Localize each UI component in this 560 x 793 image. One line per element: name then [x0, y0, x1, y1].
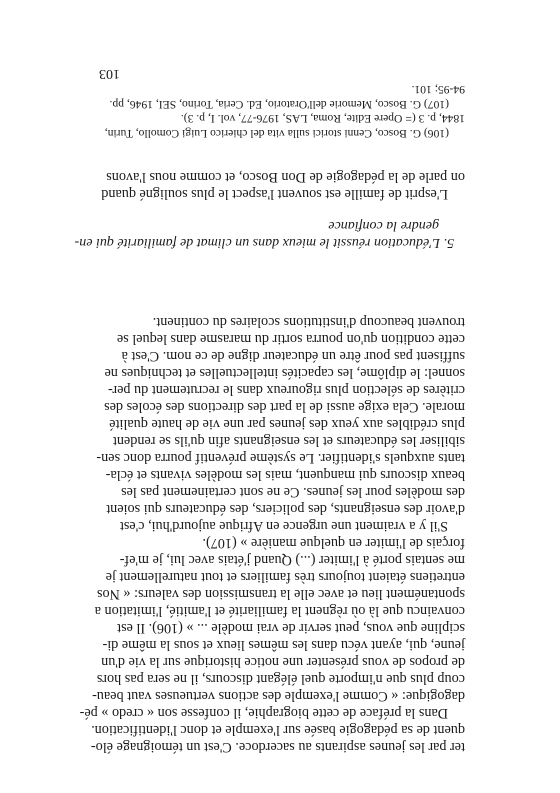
text-line: de propos de vous présenter une notice historique sur la vie d'un: [101, 654, 465, 670]
text-line: convaincu que là où règnent la familiarité et l'amitié, l'imitation a: [94, 603, 465, 619]
text-line: trouvent beaucoup d'institutions scolaires du continent.: [152, 314, 465, 330]
page-number: 103: [99, 66, 120, 81]
text-line: sibiliser les éducateurs et les enseignants afin qu'ils se rendent: [112, 433, 465, 449]
text-line: ter par les jeunes aspirants au sacerdoce. C'est un témoignage élo-: [90, 739, 465, 755]
text-line: suffisent pas pour être un éducateur digne de ce nom. C'est à: [121, 348, 465, 364]
text-line: critères de sélection plus rigoureux dans le recrutement du per-: [107, 382, 465, 398]
text-line: scipline que vous, peut servir de vrai modèle ... » (106). Il est: [117, 620, 465, 636]
section-heading: [75, 217, 454, 251]
text-line: d'avoir des enseignants, des policiers, des éducateurs qui soient: [106, 501, 465, 517]
text-line: tants auxquels s'identifier. Le système préventif pourra donc sen-: [96, 450, 465, 466]
text-line: jeune, qui, ayant vécu dans les mêmes lieux et sous la même di-: [102, 637, 465, 653]
text-line: plus crédibles aux yeux des jeunes par une vie de haute qualité: [109, 416, 465, 432]
text-line: spontanément lieu et avec elle la transmission des valeurs: « Nos: [97, 586, 465, 602]
body-text-top: [80, 313, 465, 755]
text-line: entretiens étaient toujours très familiers et tout naturellement je: [105, 569, 465, 585]
footnotes: [105, 82, 465, 140]
text-line: L'esprit de famille est souvent l'aspect le plus souligné quand: [101, 186, 448, 202]
footnote-line: (106) G. Bosco, Cenni storici sulla vita del chierico Luigi Comollo, Turin,: [104, 127, 449, 140]
text-line: Dans la préface de cette biographie, il confesse son « credo » pé-: [79, 705, 448, 721]
text-line: quent de sa pédagogie basée sur l'exemple et donc l'identification.: [91, 722, 465, 738]
heading-line: gendre la confiance: [328, 218, 439, 233]
text-line: sonnel: le diplôme, les capacités intellectuelles et techniques ne: [104, 365, 465, 381]
footnote-line: 94-95; 101.: [411, 83, 465, 97]
text-line: forçais de l'imiter en quelque manière » (107).: [202, 535, 465, 551]
text-line: morale. Cela exige aussi de la part des directions des écoles des: [104, 399, 465, 415]
footnote-line: 1844, p. 3 (= Opere Edite, Roma, LAS, 1976-77, vol. I, p. 3).: [180, 112, 465, 126]
text-line: beaux discours qui manquent, mais les modèles vivants et écla-: [105, 467, 465, 483]
body-text-bottom: [101, 168, 465, 202]
text-line: S'il y a vraiment une urgence en Afrique aujourd'hui, c'est: [119, 518, 448, 534]
text-line: on parle de la pédagogie de Don Bosco, et comme nous l'avons: [106, 169, 465, 185]
text-line: des modèles pour les jeunes. Ce ne sont certainement pas les: [121, 484, 465, 500]
text-line: cette condition qu'on pourra sortir du marasme dans lequel se: [116, 331, 465, 347]
text-line: coup plus que n'importe quel élégant discours, il ne sera pas hors: [96, 671, 465, 687]
text-line: me sentais porté à l'imiter (...) Quand j'étais avec lui, je m'ef-: [119, 552, 465, 568]
text-line: dagogique: « Comme l'exemple des actions vertueuses vaut beau-: [92, 688, 465, 704]
heading-line: 5. L'éducation réussit le mieux dans un climat de familiarité qui en-: [74, 235, 454, 250]
footnote-line: (107) G. Bosco, Memorie dell'Oratorio, Ed. Ceria, Torino, SEI, 1946, pp.: [109, 98, 449, 111]
